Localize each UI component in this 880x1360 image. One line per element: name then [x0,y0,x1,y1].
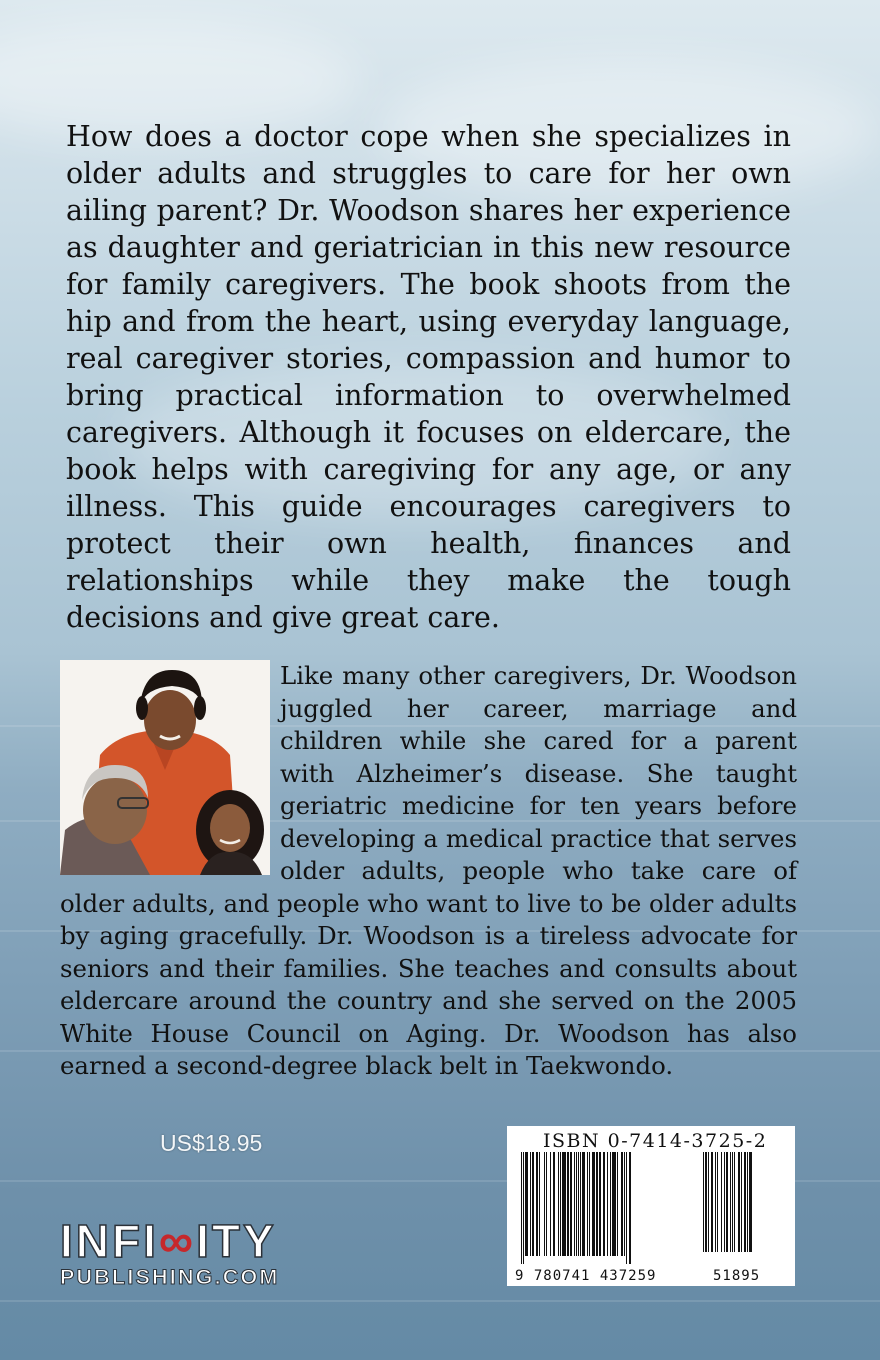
publisher-logo [60,1215,277,1268]
author-bio-text: Like many other caregivers, Dr. Woodson juggled her career, marriage and children while she cared for a parent with Alzheimer’s disease. She taught geriatric medicine for ten years before developing a medical practice that serves older adults, people who take care of older adults, and people who want to live to be older adults by aging gracefully. Dr. Woodson is a tireless advocate for seniors and their families. She teaches and consults about eldercare around the country and she served on the 2005 White House Council on Aging. Dr. Woodson has also earned a second-degree black belt in Taekwondo. [60,661,797,1080]
barcode-bar [730,1152,731,1252]
barcode-panel [507,1126,795,1286]
barcode-bar [621,1152,623,1256]
barcode-bar [629,1152,631,1264]
barcode-bar [592,1152,595,1256]
logo-text-left: INFI [60,1215,159,1267]
barcode-bar [705,1152,707,1252]
wave-line [0,1300,880,1302]
book-description: How does a doctor cope when she specializes in older adults and struggles to care for her own ailing parent? Dr. Woodson shares her experience as daughter and geriatrician in this new resource for family caregivers. The book shoots from the hip and from the heart, using everyday language, real caregiver stories, compassion and humor to bring practical information to overwhelmed caregivers. Although it focuses on eldercare, the book helps with caregiving for any age, or any illness. This guide encourages caregivers to protect their own health, finances and relationships while they make the tough decisions and give great care. [66,120,791,634]
barcode-bar [553,1152,555,1256]
barcode-bar [732,1152,733,1252]
barcode-bar [715,1152,716,1252]
publisher-website: PUBLISHING.COM [60,1265,280,1289]
barcode-bar [624,1152,625,1256]
barcode-bar [741,1152,742,1252]
addon-digits: 51895 [713,1268,761,1284]
barcode-bar [726,1152,728,1252]
barcode-bar [562,1152,566,1256]
author-bio [60,660,797,1083]
barcode-bar [724,1152,725,1252]
barcode-bar [703,1152,704,1252]
barcode-bar [574,1152,575,1256]
barcode-bar [610,1152,611,1256]
ean-digits: 9 780741 437259 [515,1268,657,1284]
barcode-bar [580,1152,581,1256]
barcode-bar [734,1152,735,1252]
infinity-icon: ∞ [158,1215,197,1268]
barcode-bar [523,1152,524,1264]
barcode-bar [599,1152,601,1256]
barcode-bar [744,1152,746,1252]
barcode-bar [567,1152,569,1256]
barcode-bar [587,1152,588,1256]
barcode-bar [582,1152,585,1256]
barcode-bar [544,1152,545,1256]
barcode-bar [612,1152,616,1256]
addon-barcode [703,1152,781,1252]
barcode-bar [617,1152,618,1256]
barcode-bar [530,1152,531,1256]
barcode-bar [546,1152,547,1256]
barcode-bar [711,1152,713,1252]
ean-barcode [521,1152,677,1264]
barcode-bar [747,1152,748,1252]
barcode-bar [589,1152,590,1256]
barcode-bar [525,1152,528,1256]
logo-text-right: ITY [196,1215,277,1267]
barcode-bar [532,1152,534,1256]
barcode-bar [558,1152,559,1256]
price: US$18.95 [160,1130,263,1156]
barcode-bar [521,1152,522,1264]
isbn-label: ISBN 0-7414-3725-2 [543,1130,768,1152]
barcode-bar [578,1152,579,1256]
barcode-bar [626,1152,627,1264]
barcode-bar [539,1152,540,1256]
barcode-bar [717,1152,718,1252]
barcode-bar [738,1152,740,1252]
barcode-bar [607,1152,608,1256]
photo-space [60,660,280,870]
barcode-bar [596,1152,598,1256]
barcode-bar [570,1152,572,1256]
barcode-bar [576,1152,577,1256]
barcode-bar [749,1152,752,1252]
barcode-bar [721,1152,722,1252]
barcode-bar [708,1152,709,1252]
barcode-bar [536,1152,538,1256]
barcode-bar [560,1152,561,1256]
barcode-bar [603,1152,605,1256]
barcode-bar [550,1152,551,1256]
